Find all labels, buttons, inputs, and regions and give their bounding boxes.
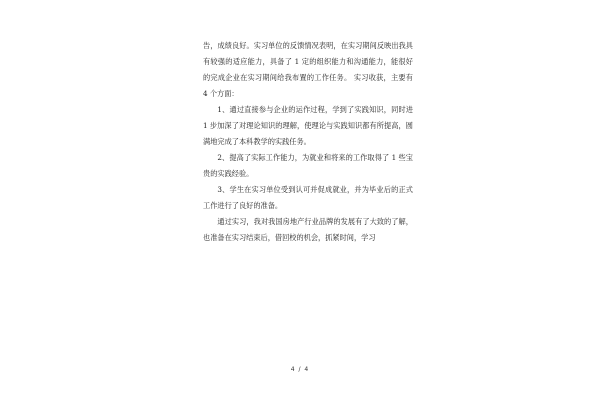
paragraph-5: 通过实习，我对我国房地产行业品牌的发展有了大致的了解，也准备在实习结束后，借回校的机会，抓紧时间，学习 bbox=[203, 217, 413, 242]
paragraph-2: 1、通过直接参与企业的运作过程，学到了实践知识，同时进 1 步加深了对理论知识的理解，使理论与实践知识都有所提高，圆满地完成了本科教学的实践任务。 bbox=[203, 105, 413, 146]
body-text bbox=[203, 38, 413, 246]
page-number: 4 / 4 bbox=[290, 366, 310, 373]
paragraph-3: 2、提高了实际工作能力，为就业和将来的工作取得了 1 些宝贵的实践经验。 bbox=[203, 153, 413, 178]
paragraph-4: 3、学生在实习单位受到认可并促成就业，并为毕业后的正式工作进行了良好的准备。 bbox=[203, 185, 413, 210]
paragraph-1: 告，成绩良好。实习单位的反馈情况表明，在实习期间反映出我具有较强的适应能力，具备了 1 定的组织能力和沟通能力，能很好的完成企业在实习期间给我布置的工作任务。 实习收获，主要有 4 个方面： bbox=[203, 41, 413, 98]
